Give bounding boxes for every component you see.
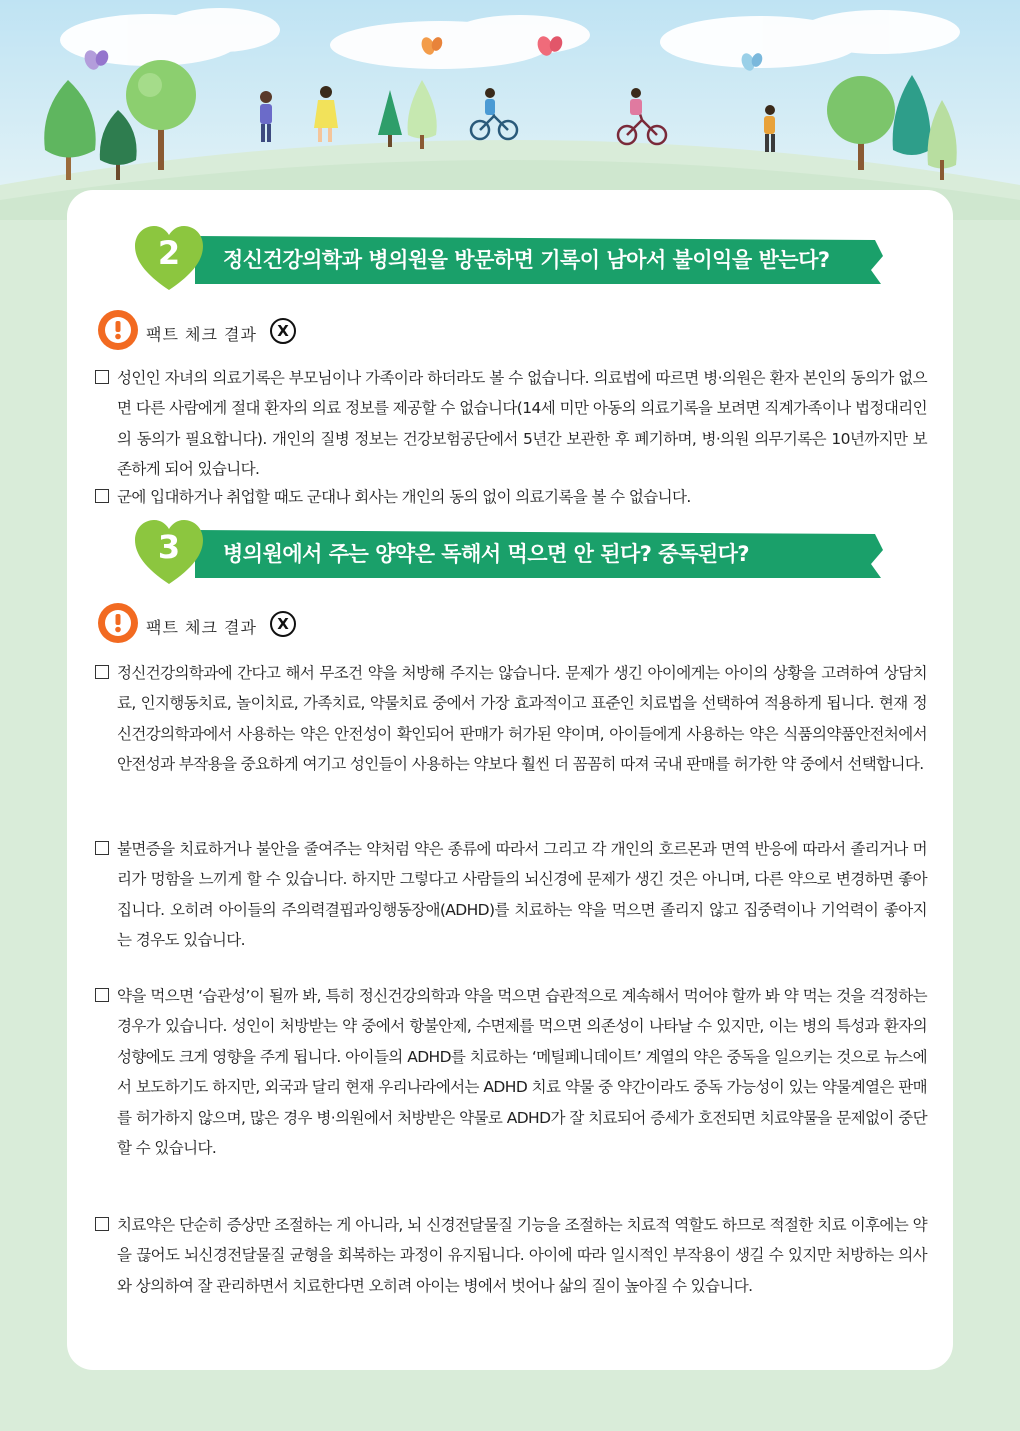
- section-2-header: [135, 226, 885, 294]
- cloud-icon: [60, 8, 960, 69]
- checkbox-bullet-icon: [95, 489, 109, 503]
- fact-check-label: 팩트 체크 결과: [146, 618, 257, 637]
- person-icon: [630, 88, 642, 115]
- section-title: 병의원에서 주는 양약은 독해서 먹으면 안 된다? 중독된다?: [223, 542, 750, 566]
- alert-icon: [96, 601, 140, 645]
- section-number: 2: [157, 234, 181, 272]
- fact-check-label: 팩트 체크 결과: [146, 325, 257, 344]
- paragraph: 약을 먹으면 ‘습관성’이 될까 봐, 특히 정신건강의학과 약을 먹으면 습관적으로 계속해서 먹어야 할까 봐 약 먹는 것을 걱정하는 경우가 있습니다. 성인이 처방받는 약 중에서 항불안제, 수면제를 먹으면 의존성이 나타날 수 있지만, 이는 병의 특성과 환자의 성향에도 크게 영향을 주게 됩니다. 아이들의 ADHD를 치료하는 ‘메틸페니데이트’ 계열의 약은 중독을 일으키는 것으로 뉴스에서 보도하기도 하지만, 외국과 달리 현재 우리나라에서는 ADHD 치료 약물 중 약간이라도 중독 가능성이 있는 약물계열은 판매를 허가하지 않으며, 많은 경우 병·의원에서 처방받은 약물로 ADHD가 잘 치료되어 증세가 호전되면 치료약물을 문제없이 중단할 수 있습니다.: [95, 981, 927, 1163]
- checkbox-bullet-icon: [95, 370, 109, 384]
- paragraph: 치료약은 단순히 증상만 조절하는 게 아니라, 뇌 신경전달물질 기능을 조절하는 치료적 역할도 하므로 적절한 치료 이후에는 약을 끊어도 뇌신경전달물질 균형을 회복하는 과정이 유지됩니다. 아이에 따라 일시적인 부작용이 생길 수 있지만 처방하는 의사와 상의하여 잘 관리하면서 치료한다면 오히려 아이는 병에서 벗어나 삶의 질이 높아질 수 있습니다.: [95, 1210, 927, 1301]
- section-number: 3: [157, 528, 181, 566]
- checkbox-bullet-icon: [95, 841, 109, 855]
- alert-icon: [96, 308, 140, 352]
- paragraph: 성인인 자녀의 의료기록은 부모님이나 가족이라 하더라도 볼 수 없습니다. 의료법에 따르면 병·의원은 환자 본인의 동의가 없으면 다른 사람에게 절대 환자의 의료 정보를 제공할 수 없습니다(14세 미만 아동의 의료기록을 보려면 직계가족이나 법정대리인의 동의가 필요합니다). 개인의 질병 정보는 건강보험공단에서 5년간 보관한 후 폐기하며, 병·의원 의무기록은 10년까지만 보존하게 되어 있습니다.: [95, 363, 927, 485]
- fact-result-x-icon: X: [270, 611, 296, 637]
- fact-result-x-icon: X: [270, 318, 296, 344]
- paragraph: 불면증을 치료하거나 불안을 줄여주는 약처럼 약은 종류에 따라서 그리고 각 개인의 호르몬과 면역 반응에 따라서 졸리거나 머리가 멍함을 느끼게 할 수 있습니다. 하지만 그렇다고 사람들의 뇌신경에 문제가 생긴 것은 아니며, 다른 약으로 변경하면 좋아집니다. 오히려 아이들의 주의력결핍과잉행동장애(ADHD)를 치료하는 약을 먹으면 졸리지 않고 집중력이나 기억력이 좋아지는 경우도 있습니다.: [95, 834, 927, 956]
- checkbox-bullet-icon: [95, 665, 109, 679]
- park-illustration: [0, 0, 1020, 220]
- person-icon: [485, 88, 495, 115]
- paragraph: 군에 입대하거나 취업할 때도 군대나 회사는 개인의 동의 없이 의료기록을 볼 수 없습니다.: [95, 482, 927, 512]
- section-title: 정신건강의학과 병의원을 방문하면 기록이 남아서 불이익을 받는다?: [223, 248, 830, 272]
- checkbox-bullet-icon: [95, 988, 109, 1002]
- fact-check-row: [96, 601, 396, 647]
- paragraph: 정신건강의학과에 간다고 해서 무조건 약을 처방해 주지는 않습니다. 문제가 생긴 아이에게는 아이의 상황을 고려하여 상담치료, 인지행동치료, 놀이치료, 가족치료, 약물치료 중에서 가장 효과적이고 표준인 치료법을 선택하여 적용하게 됩니다. 현재 정신건강의학과에서 사용하는 약은 안전성이 확인되어 판매가 허가된 약이며, 아이들에게 사용하는 약은 식품의약품안전처에서 안전성과 부작용을 중요하게 여기고 성인들이 사용하는 약보다 훨씬 더 꼼꼼히 따져 국내 판매를 허가한 약 중에서 선택합니다.: [95, 658, 927, 780]
- section-3-header: [135, 520, 885, 588]
- checkbox-bullet-icon: [95, 1217, 109, 1231]
- fact-check-row: [96, 308, 396, 354]
